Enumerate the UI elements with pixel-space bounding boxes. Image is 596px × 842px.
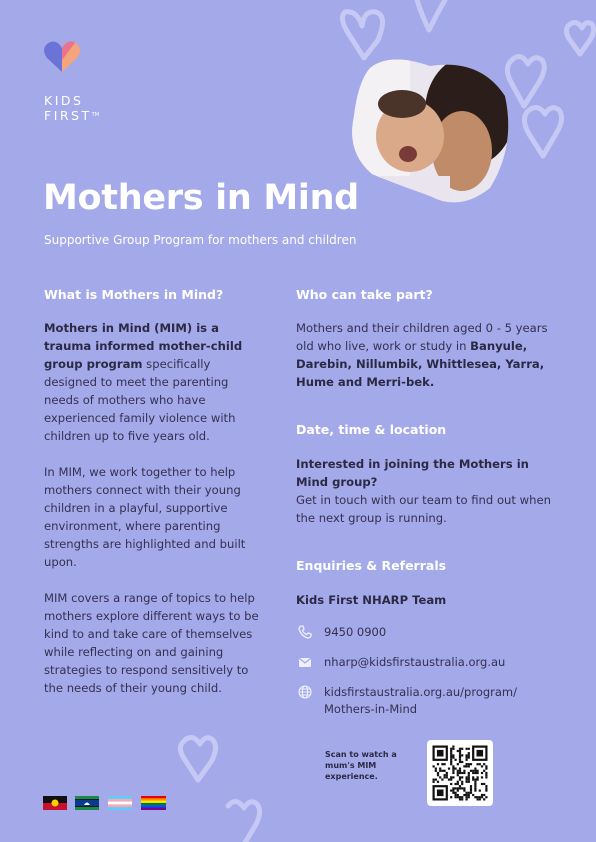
qr-code-icon (427, 740, 493, 806)
date-text (296, 455, 552, 527)
heart-outline-icon (507, 56, 544, 106)
section-heading-enquiries: Enquiries & Referrals (296, 558, 447, 573)
contact-email[interactable] (298, 654, 558, 671)
contact-list (298, 624, 558, 718)
website-line1: kidsfirstaustralia.org.au/program/ (324, 685, 518, 699)
section-heading-date: Date, time & location (296, 422, 447, 437)
phone-icon (298, 625, 312, 639)
heart-outline-icon (524, 107, 561, 156)
heart-outline-icon (342, 12, 382, 58)
paragraph-together: In MIM, we work together to help mothers connect with their young children in a playful, supportive environment, where parenting strengths are highlighted and built upon. (44, 465, 246, 569)
globe-icon (298, 685, 312, 699)
torres-strait-islander-flag (75, 796, 99, 810)
paragraph-topics: MIM covers a range of topics to help mothers explore different ways to be kind to and take care of themselves while reflecting on and gaining strategies to respond sensitively to the needs of their young child. (44, 591, 259, 695)
page-subtitle: Supportive Group Program for mothers and children (44, 233, 357, 247)
qr-code[interactable] (427, 740, 493, 806)
phone-number: 9450 0900 (324, 625, 387, 639)
date-bold: Interested in joining the Mothers in Mind group? (296, 457, 529, 489)
logo-wordmark (44, 93, 99, 123)
email-address: nharp@kidsfirstaustralia.org.au (324, 655, 506, 669)
scan-caption: Scan to watch a mum's MIM experience. (325, 750, 397, 781)
mother-baby-photo (350, 56, 512, 206)
heart-outline-icon (417, 0, 445, 30)
intro-bold: Mothers in Mind (MIM) is a trauma informed mother-child group program (44, 321, 243, 371)
transgender-flag (108, 796, 132, 810)
page-title: Mothers in Mind (43, 178, 359, 218)
intro-rest: specifically designed to meet the parenting needs of mothers who have experienced family violence with children up to five years old. (44, 357, 236, 443)
contact-phone[interactable] (298, 624, 558, 641)
who-text (296, 319, 552, 391)
mail-icon (298, 655, 312, 669)
kids-first-logo-icon (42, 38, 82, 78)
heart-outline-icon (228, 801, 260, 842)
logo-trademark: TM (91, 112, 100, 118)
website-line2: Mothers-in-Mind (324, 702, 418, 716)
contact-website[interactable] (298, 684, 558, 718)
section-heading-what: What is Mothers in Mind? (44, 287, 224, 302)
logo-line2: FIRST (44, 108, 92, 123)
rainbow-pride-flag (141, 796, 166, 810)
aboriginal-flag (43, 796, 67, 810)
logo-line1: KIDS (44, 93, 84, 108)
left-column-body (44, 319, 260, 715)
who-description: Mothers and their children aged 0 - 5 years old who live, work or study in (296, 321, 548, 353)
who-areas: Banyule, Darebin, Nillumbik, Whittlesea, Yarra, Hume and Merri-bek. (296, 339, 545, 389)
team-name: Kids First NHARP Team (296, 593, 447, 607)
heart-outline-icon (566, 22, 593, 54)
paragraph-intro (44, 319, 260, 445)
heart-outline-icon (180, 737, 215, 780)
date-description: Get in touch with our team to find out when the next group is running. (296, 493, 551, 525)
section-heading-who: Who can take part? (296, 287, 433, 302)
